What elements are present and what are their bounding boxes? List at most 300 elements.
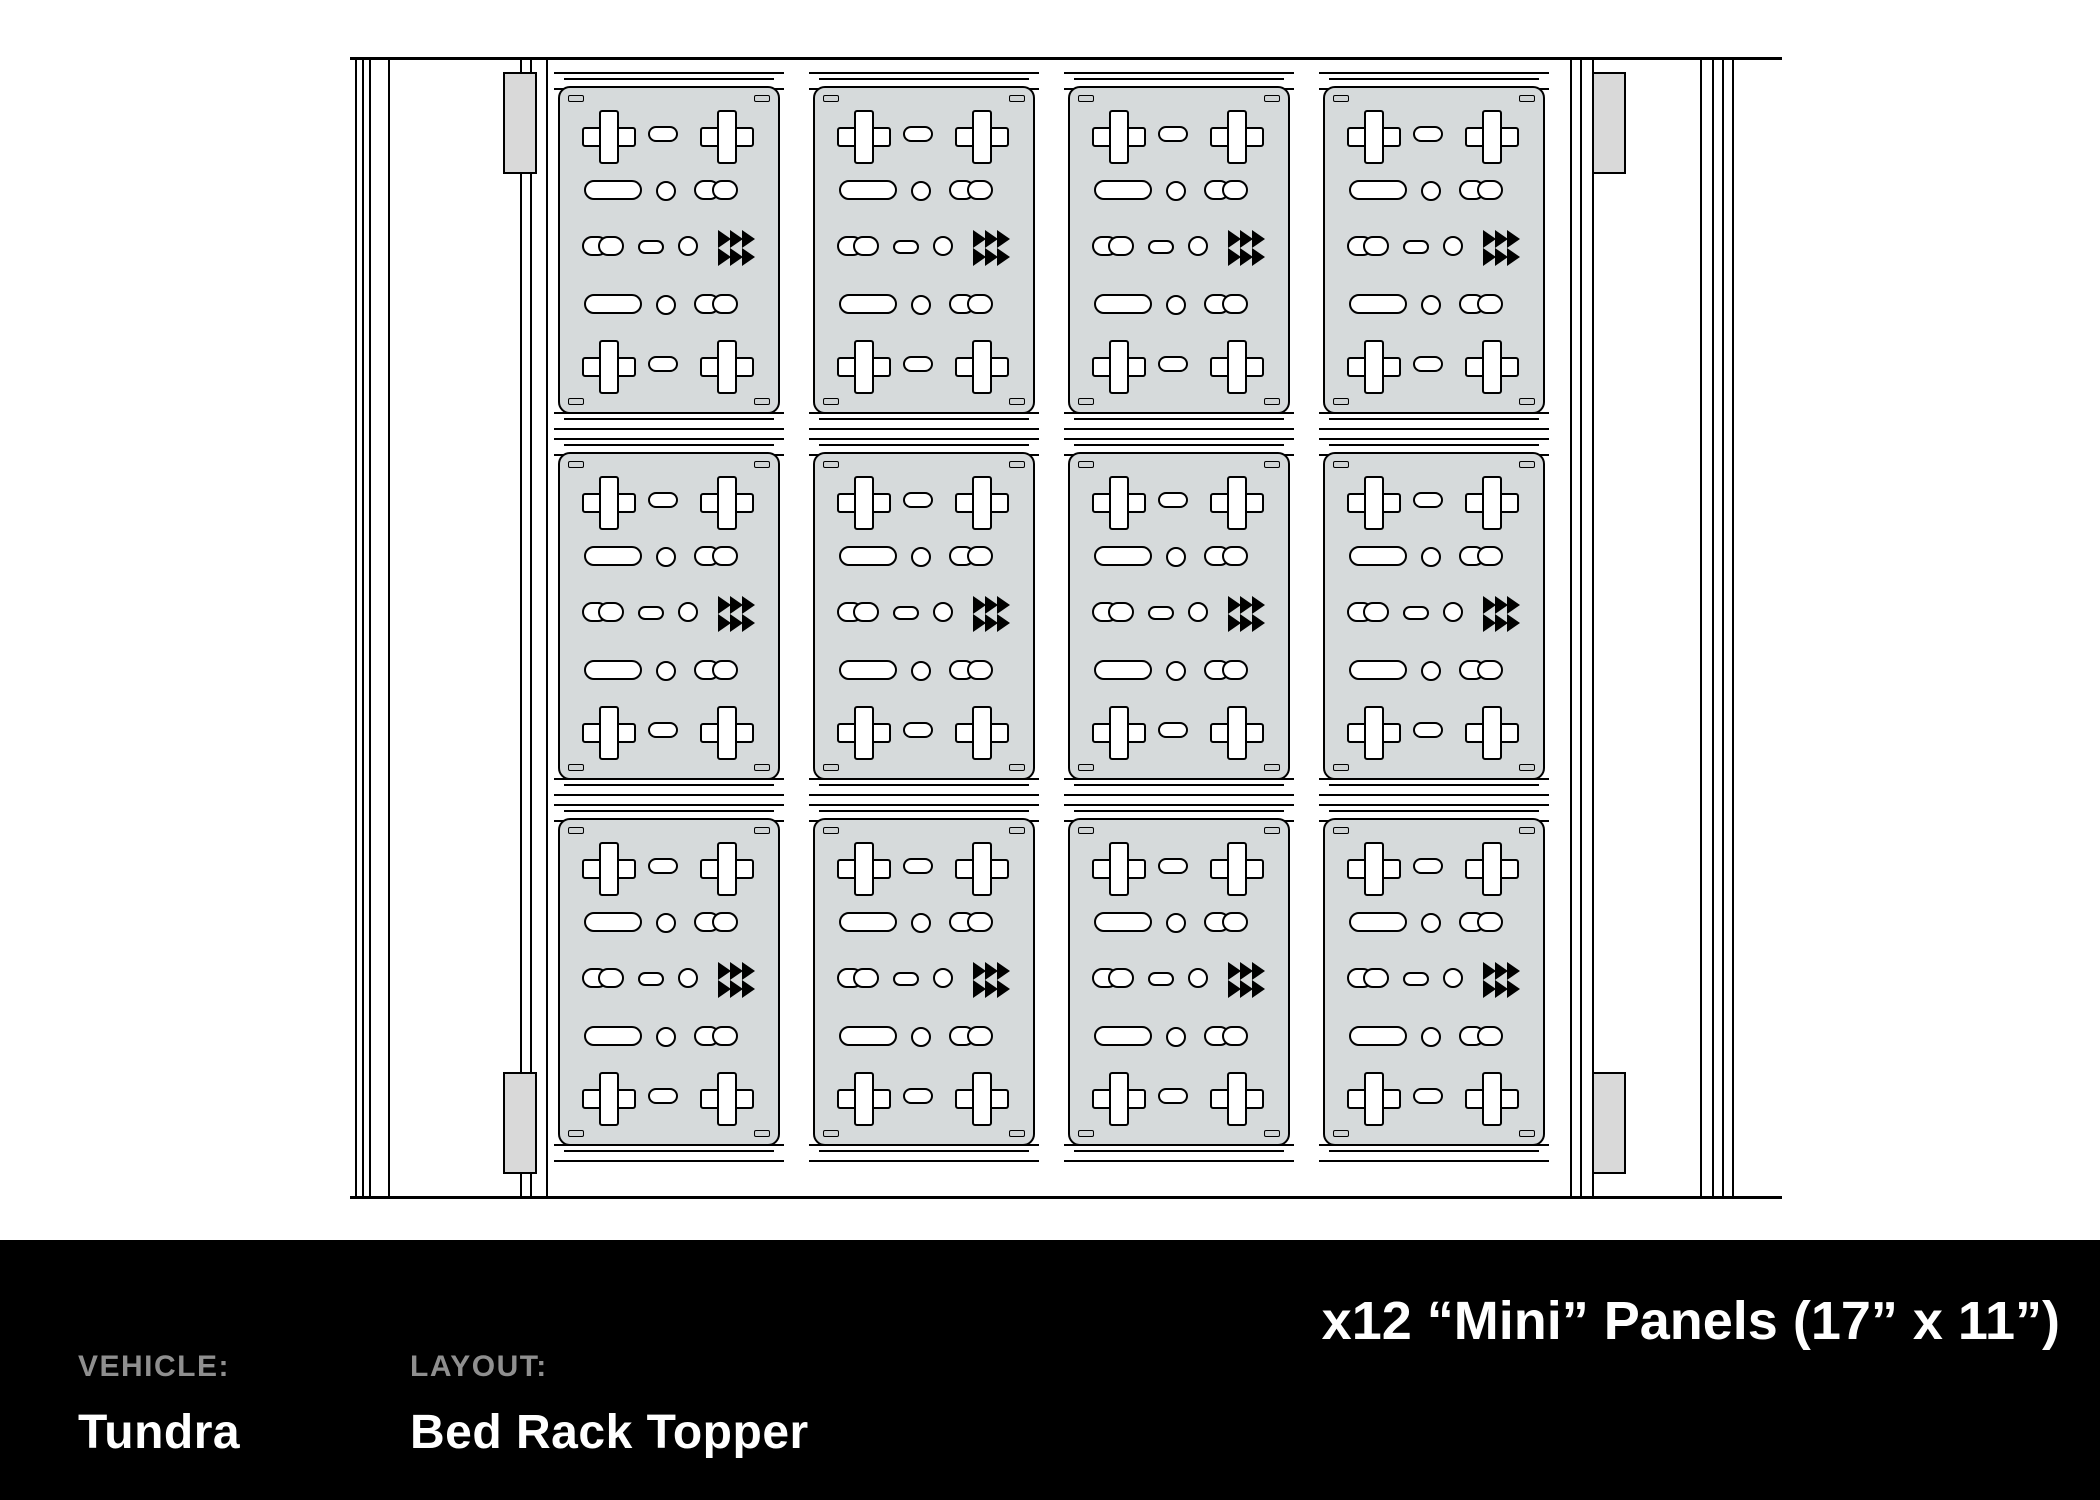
slot-cutout	[712, 660, 738, 680]
panel-mount-tab	[823, 1130, 839, 1137]
round-cutout	[1166, 661, 1186, 681]
cross-cutout	[1210, 340, 1264, 394]
left-rail-line-4	[388, 57, 390, 1199]
panel-rail-bottom	[809, 412, 1039, 430]
cross-cutout	[1347, 1072, 1401, 1126]
slot-cutout	[1413, 1088, 1443, 1104]
slot-cutout	[839, 912, 897, 932]
panel-mount-tab	[823, 95, 839, 102]
panel-mount-tab	[1333, 827, 1349, 834]
slot-cutout	[967, 294, 993, 314]
slot-cutout	[1413, 858, 1443, 874]
panel-mount-tab	[1009, 398, 1025, 405]
mini-panel[interactable]	[813, 86, 1035, 414]
panel-mount-tab	[1333, 95, 1349, 102]
cross-cutout	[1465, 842, 1519, 896]
slot-cutout	[1413, 722, 1443, 738]
slot-cutout	[1403, 606, 1429, 620]
panel-mount-tab	[1333, 398, 1349, 405]
round-cutout	[911, 547, 931, 567]
panel-mount-tab	[754, 398, 770, 405]
slot-cutout	[1349, 912, 1407, 932]
round-cutout	[656, 913, 676, 933]
round-cutout	[911, 913, 931, 933]
slot-cutout	[967, 180, 993, 200]
slot-cutout	[638, 606, 664, 620]
panel-rail-bottom	[1319, 1144, 1549, 1162]
round-cutout	[911, 661, 931, 681]
cross-cutout	[582, 340, 636, 394]
round-cutout	[1166, 1027, 1186, 1047]
slot-cutout	[598, 968, 624, 988]
arrow-icon	[1252, 980, 1265, 998]
slot-cutout	[648, 492, 678, 508]
arrow-icon	[1507, 962, 1520, 980]
slot-cutout	[1477, 912, 1503, 932]
mini-panel[interactable]	[558, 818, 780, 1146]
cross-cutout	[1210, 1072, 1264, 1126]
panel-slot	[803, 802, 1045, 1162]
slot-cutout	[1477, 294, 1503, 314]
slot-cutout	[648, 126, 678, 142]
round-cutout	[1421, 181, 1441, 201]
slot-cutout	[1349, 546, 1407, 566]
slot-cutout	[1413, 492, 1443, 508]
mount-bracket-rear-right	[1592, 1072, 1626, 1174]
arrow-icon	[997, 230, 1010, 248]
panel-slot	[548, 802, 790, 1162]
round-cutout	[678, 236, 698, 256]
slot-cutout	[648, 1088, 678, 1104]
panel-mount-tab	[568, 95, 584, 102]
round-cutout	[1166, 913, 1186, 933]
panel-rail-bottom	[809, 1144, 1039, 1162]
round-cutout	[1421, 661, 1441, 681]
arrow-icon	[1507, 596, 1520, 614]
slot-cutout	[903, 722, 933, 738]
cross-cutout	[1092, 1072, 1146, 1126]
round-cutout	[1443, 236, 1463, 256]
mount-bracket-front-right	[1592, 72, 1626, 174]
mini-panel[interactable]	[813, 818, 1035, 1146]
panel-rail-bottom	[809, 778, 1039, 796]
cross-cutout	[1465, 1072, 1519, 1126]
cross-cutout	[1347, 706, 1401, 760]
mini-panel[interactable]	[1068, 86, 1290, 414]
panel-mount-tab	[754, 1130, 770, 1137]
round-cutout	[656, 547, 676, 567]
panel-slot	[803, 70, 1045, 430]
left-rail-line-1	[355, 57, 357, 1199]
panel-mount-tab	[823, 461, 839, 468]
panel-rail-bottom	[1064, 1144, 1294, 1162]
slot-cutout	[1158, 722, 1188, 738]
cross-cutout	[837, 476, 891, 530]
slot-cutout	[1349, 660, 1407, 680]
cross-cutout	[955, 110, 1009, 164]
panel-mount-tab	[568, 764, 584, 771]
arrow-icon	[1252, 596, 1265, 614]
panel-rail-bottom	[554, 1144, 784, 1162]
panel-mount-tab	[1519, 764, 1535, 771]
round-cutout	[1421, 913, 1441, 933]
cross-cutout	[1465, 476, 1519, 530]
round-cutout	[1421, 1027, 1441, 1047]
panel-mount-tab	[1078, 1130, 1094, 1137]
inner-frame-left-1	[520, 57, 522, 1199]
slot-cutout	[1148, 240, 1174, 254]
cross-cutout	[955, 842, 1009, 896]
panel-slot	[1058, 802, 1300, 1162]
panel-slot	[1313, 436, 1555, 796]
slot-cutout	[638, 240, 664, 254]
cross-cutout	[955, 340, 1009, 394]
cross-cutout	[582, 110, 636, 164]
inner-frame-right-1	[1570, 57, 1572, 1199]
slot-cutout	[853, 602, 879, 622]
panel-mount-tab	[568, 461, 584, 468]
top-edge-line	[350, 57, 1782, 60]
panel-count-text: x12 “Mini” Panels (17” x 11”)	[1321, 1291, 2060, 1351]
slot-cutout	[893, 606, 919, 620]
slot-cutout	[1148, 972, 1174, 986]
slot-cutout	[584, 1026, 642, 1046]
arrow-icon	[742, 230, 755, 248]
vehicle-label: VEHICLE:	[78, 1350, 231, 1383]
cross-cutout	[837, 340, 891, 394]
cross-cutout	[1347, 340, 1401, 394]
panel-mount-tab	[568, 1130, 584, 1137]
panel-mount-tab	[1519, 461, 1535, 468]
cross-cutout	[837, 706, 891, 760]
cross-cutout	[700, 340, 754, 394]
round-cutout	[911, 1027, 931, 1047]
round-cutout	[933, 236, 953, 256]
panel-rail-bottom	[1319, 778, 1549, 796]
slot-cutout	[1349, 1026, 1407, 1046]
slot-cutout	[1477, 1026, 1503, 1046]
slot-cutout	[853, 236, 879, 256]
round-cutout	[1421, 295, 1441, 315]
cross-cutout	[837, 842, 891, 896]
slot-cutout	[893, 972, 919, 986]
slot-cutout	[1349, 294, 1407, 314]
arrow-icon	[742, 248, 755, 266]
panel-mount-tab	[1519, 398, 1535, 405]
round-cutout	[1188, 602, 1208, 622]
panel-mount-tab	[1078, 827, 1094, 834]
slot-cutout	[1413, 126, 1443, 142]
mini-panel[interactable]	[1323, 452, 1545, 780]
panel-mount-tab	[1264, 1130, 1280, 1137]
mini-panel[interactable]	[558, 86, 780, 414]
slot-cutout	[1094, 294, 1152, 314]
slot-cutout	[712, 1026, 738, 1046]
mini-panel[interactable]	[1323, 818, 1545, 1146]
slot-cutout	[1158, 356, 1188, 372]
round-cutout	[678, 602, 698, 622]
slot-cutout	[893, 240, 919, 254]
right-rail-line-2	[1712, 57, 1714, 1199]
cross-cutout	[582, 476, 636, 530]
panel-row	[548, 436, 1568, 796]
slot-cutout	[1222, 660, 1248, 680]
cross-cutout	[582, 842, 636, 896]
cross-cutout	[837, 110, 891, 164]
arrow-icon	[997, 980, 1010, 998]
cross-cutout	[1347, 842, 1401, 896]
slot-cutout	[1094, 660, 1152, 680]
right-rail-line-4	[1732, 57, 1734, 1199]
cross-cutout	[955, 1072, 1009, 1126]
slot-cutout	[903, 492, 933, 508]
cross-cutout	[1210, 842, 1264, 896]
slot-cutout	[853, 968, 879, 988]
round-cutout	[1166, 295, 1186, 315]
slot-cutout	[1363, 236, 1389, 256]
arrow-icon	[1252, 230, 1265, 248]
slot-cutout	[1477, 546, 1503, 566]
vehicle-value: Tundra	[78, 1406, 241, 1459]
arrow-icon	[997, 962, 1010, 980]
slot-cutout	[1158, 1088, 1188, 1104]
arrow-icon	[742, 980, 755, 998]
cross-cutout	[700, 476, 754, 530]
round-cutout	[1166, 181, 1186, 201]
arrow-icon	[742, 596, 755, 614]
slot-cutout	[648, 356, 678, 372]
mini-panel[interactable]	[1068, 452, 1290, 780]
slot-cutout	[839, 1026, 897, 1046]
panel-mount-tab	[823, 398, 839, 405]
panel-rail-bottom	[554, 412, 784, 430]
panel-grid	[548, 70, 1568, 1170]
panel-rail-bottom	[1319, 412, 1549, 430]
panel-slot	[1313, 802, 1555, 1162]
cross-cutout	[1092, 340, 1146, 394]
arrow-icon	[1507, 248, 1520, 266]
cross-cutout	[582, 706, 636, 760]
cross-cutout	[1092, 110, 1146, 164]
cross-cutout	[700, 842, 754, 896]
cross-cutout	[1092, 842, 1146, 896]
slot-cutout	[1363, 602, 1389, 622]
mount-bracket-front-left	[503, 72, 537, 174]
cross-cutout	[700, 110, 754, 164]
panel-mount-tab	[1009, 95, 1025, 102]
slot-cutout	[584, 912, 642, 932]
slot-cutout	[1108, 236, 1134, 256]
mini-panel[interactable]	[558, 452, 780, 780]
slot-cutout	[1222, 180, 1248, 200]
arrow-icon	[997, 248, 1010, 266]
round-cutout	[678, 968, 698, 988]
slot-cutout	[839, 180, 897, 200]
round-cutout	[656, 295, 676, 315]
panel-mount-tab	[1264, 95, 1280, 102]
left-rail-line-2	[362, 57, 364, 1199]
layout-label: LAYOUT:	[410, 1350, 548, 1383]
round-cutout	[656, 1027, 676, 1047]
panel-mount-tab	[823, 764, 839, 771]
right-rail-line-1	[1700, 57, 1702, 1199]
cross-cutout	[955, 706, 1009, 760]
arrow-icon	[1252, 962, 1265, 980]
panel-slot	[1058, 436, 1300, 796]
cross-cutout	[582, 1072, 636, 1126]
panel-mount-tab	[1519, 1130, 1535, 1137]
cross-cutout	[1210, 706, 1264, 760]
slot-cutout	[638, 972, 664, 986]
panel-mount-tab	[1519, 95, 1535, 102]
cross-cutout	[700, 1072, 754, 1126]
round-cutout	[1443, 968, 1463, 988]
slot-cutout	[839, 660, 897, 680]
round-cutout	[1188, 236, 1208, 256]
arrow-icon	[1507, 614, 1520, 632]
panel-mount-tab	[1264, 398, 1280, 405]
round-cutout	[911, 295, 931, 315]
cross-cutout	[1092, 706, 1146, 760]
panel-slot	[803, 436, 1045, 796]
cross-cutout	[1465, 110, 1519, 164]
panel-mount-tab	[754, 95, 770, 102]
slot-cutout	[1403, 972, 1429, 986]
slot-cutout	[712, 546, 738, 566]
panel-row	[548, 70, 1568, 430]
inner-frame-right-3	[1592, 57, 1594, 1199]
bottom-edge-line	[350, 1196, 1782, 1199]
panel-mount-tab	[823, 827, 839, 834]
round-cutout	[933, 968, 953, 988]
slot-cutout	[967, 1026, 993, 1046]
slot-cutout	[1158, 126, 1188, 142]
cross-cutout	[837, 1072, 891, 1126]
slot-cutout	[1363, 968, 1389, 988]
mini-panel[interactable]	[1068, 818, 1290, 1146]
panel-mount-tab	[1264, 764, 1280, 771]
slot-cutout	[967, 660, 993, 680]
slot-cutout	[839, 546, 897, 566]
slot-cutout	[648, 858, 678, 874]
panel-rail-bottom	[554, 778, 784, 796]
slot-cutout	[598, 236, 624, 256]
slot-cutout	[903, 356, 933, 372]
left-rail-line-3	[369, 57, 371, 1199]
inner-frame-left-2	[530, 57, 532, 1199]
slot-cutout	[903, 126, 933, 142]
cross-cutout	[1465, 706, 1519, 760]
panel-mount-tab	[1009, 764, 1025, 771]
slot-cutout	[584, 294, 642, 314]
cross-cutout	[1347, 476, 1401, 530]
slot-cutout	[712, 912, 738, 932]
cross-cutout	[1465, 340, 1519, 394]
round-cutout	[1443, 602, 1463, 622]
panel-mount-tab	[1078, 398, 1094, 405]
panel-mount-tab	[754, 461, 770, 468]
round-cutout	[933, 602, 953, 622]
panel-mount-tab	[754, 764, 770, 771]
arrow-icon	[997, 614, 1010, 632]
slot-cutout	[1158, 858, 1188, 874]
slot-cutout	[1148, 606, 1174, 620]
panel-mount-tab	[1264, 827, 1280, 834]
slot-cutout	[1094, 546, 1152, 566]
panel-mount-tab	[1078, 95, 1094, 102]
round-cutout	[656, 661, 676, 681]
arrow-icon	[1252, 614, 1265, 632]
panel-mount-tab	[1333, 1130, 1349, 1137]
mini-panel[interactable]	[813, 452, 1035, 780]
cross-cutout	[700, 706, 754, 760]
round-cutout	[656, 181, 676, 201]
slot-cutout	[712, 180, 738, 200]
slot-cutout	[584, 660, 642, 680]
slot-cutout	[1403, 240, 1429, 254]
slot-cutout	[1094, 912, 1152, 932]
round-cutout	[1421, 547, 1441, 567]
panel-slot	[1313, 70, 1555, 430]
panel-mount-tab	[568, 827, 584, 834]
slot-cutout	[1158, 492, 1188, 508]
slot-cutout	[584, 546, 642, 566]
panel-row	[548, 802, 1568, 1162]
panel-mount-tab	[1009, 827, 1025, 834]
panel-mount-tab	[1264, 461, 1280, 468]
layout-value: Bed Rack Topper	[410, 1406, 809, 1459]
panel-slot	[1058, 70, 1300, 430]
arrow-icon	[1252, 248, 1265, 266]
panel-mount-tab	[754, 827, 770, 834]
cross-cutout	[1210, 110, 1264, 164]
arrow-icon	[1507, 230, 1520, 248]
right-rail-line-3	[1722, 57, 1724, 1199]
slot-cutout	[903, 858, 933, 874]
slot-cutout	[1477, 660, 1503, 680]
cross-cutout	[1347, 110, 1401, 164]
slot-cutout	[598, 602, 624, 622]
panel-rail-bottom	[1064, 412, 1294, 430]
slot-cutout	[1094, 180, 1152, 200]
cross-cutout	[1092, 476, 1146, 530]
panel-mount-tab	[1009, 1130, 1025, 1137]
arrow-icon	[742, 962, 755, 980]
slot-cutout	[1413, 356, 1443, 372]
slot-cutout	[1108, 968, 1134, 988]
cross-cutout	[1210, 476, 1264, 530]
round-cutout	[1166, 547, 1186, 567]
slot-cutout	[648, 722, 678, 738]
panel-mount-tab	[1519, 827, 1535, 834]
panel-mount-tab	[1009, 461, 1025, 468]
panel-rail-bottom	[1064, 778, 1294, 796]
slot-cutout	[1222, 1026, 1248, 1046]
slot-cutout	[967, 546, 993, 566]
slot-cutout	[712, 294, 738, 314]
panel-mount-tab	[1333, 461, 1349, 468]
slot-cutout	[967, 912, 993, 932]
slot-cutout	[1222, 912, 1248, 932]
panel-slot	[548, 70, 790, 430]
mini-panel[interactable]	[1323, 86, 1545, 414]
slot-cutout	[1477, 180, 1503, 200]
panel-mount-tab	[1078, 764, 1094, 771]
slot-cutout	[1108, 602, 1134, 622]
arrow-icon	[1507, 980, 1520, 998]
slot-cutout	[1222, 294, 1248, 314]
round-cutout	[1188, 968, 1208, 988]
